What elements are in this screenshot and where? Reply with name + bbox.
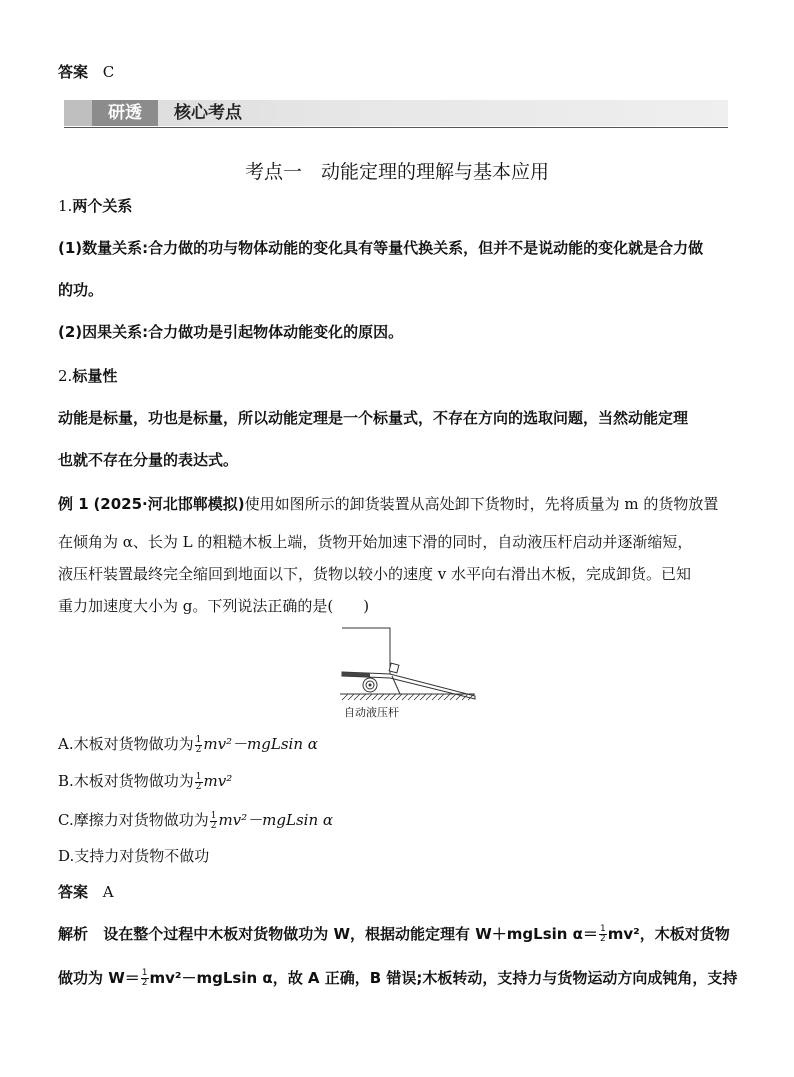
answer	[58, 882, 114, 902]
example-label: 例 1	[58, 495, 89, 513]
top-answer	[58, 62, 114, 82]
p1-item2: (2)因果关系:合力做功是引起物体动能变化的原因。	[58, 323, 404, 341]
section-title: 考点一 动能定理的理解与基本应用	[244, 161, 549, 183]
frac-num: 1	[141, 968, 148, 978]
example-line1	[58, 494, 738, 514]
heading-1	[58, 196, 738, 216]
heading-1-num: 1.	[58, 197, 73, 215]
frac-num: 1	[600, 924, 606, 934]
figure-caption: 自动液压杆	[344, 706, 399, 719]
fraction-half	[599, 925, 607, 944]
example-line2: 在倾角为 α、长为 L 的粗糙木板上端，货物开始加速下滑的同时，自动液压杆启动并逐渐缩短，	[58, 533, 693, 551]
section-banner	[64, 98, 728, 128]
banner-title: 核心考点	[174, 103, 242, 123]
unloading-device-figure	[330, 624, 480, 720]
frac-den: 2	[195, 744, 202, 755]
frac-den: 2	[141, 978, 148, 988]
p1-item1-line2: 的功。	[58, 281, 104, 299]
frac-den: 2	[600, 934, 606, 944]
frac-num: 1	[195, 734, 202, 745]
frac-den: 2	[195, 781, 202, 792]
p2-body-line2: 也就不存在分量的表达式。	[58, 451, 239, 469]
fraction-half	[195, 736, 203, 755]
answer-value: C	[102, 63, 115, 81]
frac-num: 1	[195, 771, 202, 782]
analysis-text-1b: mv²，木板对货物	[607, 925, 730, 943]
answer-label: 答案	[58, 63, 89, 81]
frac-num: 1	[210, 810, 217, 821]
analysis-text-2a: 做功为 W＝	[58, 969, 140, 987]
p1-item1-line1: (1)数量关系:合力做的功与物体动能的变化具有等量代换关系，但并不是说动能的变化就是合力做	[58, 239, 704, 257]
analysis-text-1a: 设在整个过程中木板对货物做功为 W，根据动能定理有 W＋mgLsin α＝	[103, 925, 598, 943]
example-line3: 液压杆装置最终完全缩回到地面以下，货物以较小的速度 v 水平向右滑出木板，完成卸货。已知	[58, 565, 692, 583]
example-line4: 重力加速度大小为 g。下列说法正确的是( )	[58, 597, 370, 615]
example-source: (2025·河北邯郸模拟)	[93, 495, 245, 513]
heading-1-text: 两个关系	[72, 197, 133, 215]
heading-2-text: 标量性	[72, 367, 118, 385]
analysis-text-2b: mv²－mgLsin α，故 A 正确，B 错误;木板转动，支持力与货物运动方向成钝角，支持	[149, 969, 738, 987]
option-c	[58, 810, 738, 831]
heading-2	[58, 366, 738, 386]
option-b	[58, 771, 738, 792]
p2-body-line1: 动能是标量，功也是标量，所以动能定理是一个标量式，不存在方向的选取问题，当然动能定理	[58, 409, 689, 427]
example-text-1: 使用如图所示的卸货装置从高处卸下货物时，先将质量为 m 的货物放置	[244, 495, 719, 513]
banner-lead-block	[64, 100, 92, 126]
frac-den: 2	[210, 820, 217, 831]
analysis-line2	[58, 968, 738, 988]
banner-rule	[64, 127, 728, 128]
option-a-suffix: mv²－mgLsin α	[203, 735, 318, 753]
option-c-prefix: C.摩擦力对货物做功为	[58, 811, 209, 829]
option-d: D.支持力对货物不做功	[58, 847, 210, 865]
analysis-label: 解析	[58, 925, 89, 943]
fraction-half	[141, 969, 149, 988]
banner-tag: 研透	[92, 100, 158, 126]
option-c-suffix: mv²－mgLsin α	[218, 811, 334, 829]
option-a	[58, 734, 738, 755]
banner-bar	[64, 100, 728, 126]
fraction-half	[210, 812, 218, 831]
answer-label: 答案	[58, 883, 89, 901]
heading-2-num: 2.	[58, 367, 73, 385]
option-a-prefix: A.木板对货物做功为	[58, 735, 194, 753]
analysis-line1	[58, 924, 738, 944]
fraction-half	[195, 773, 203, 792]
option-b-prefix: B.木板对货物做功为	[58, 772, 194, 790]
answer-value: A	[102, 883, 114, 901]
option-b-suffix: mv²	[203, 772, 233, 790]
